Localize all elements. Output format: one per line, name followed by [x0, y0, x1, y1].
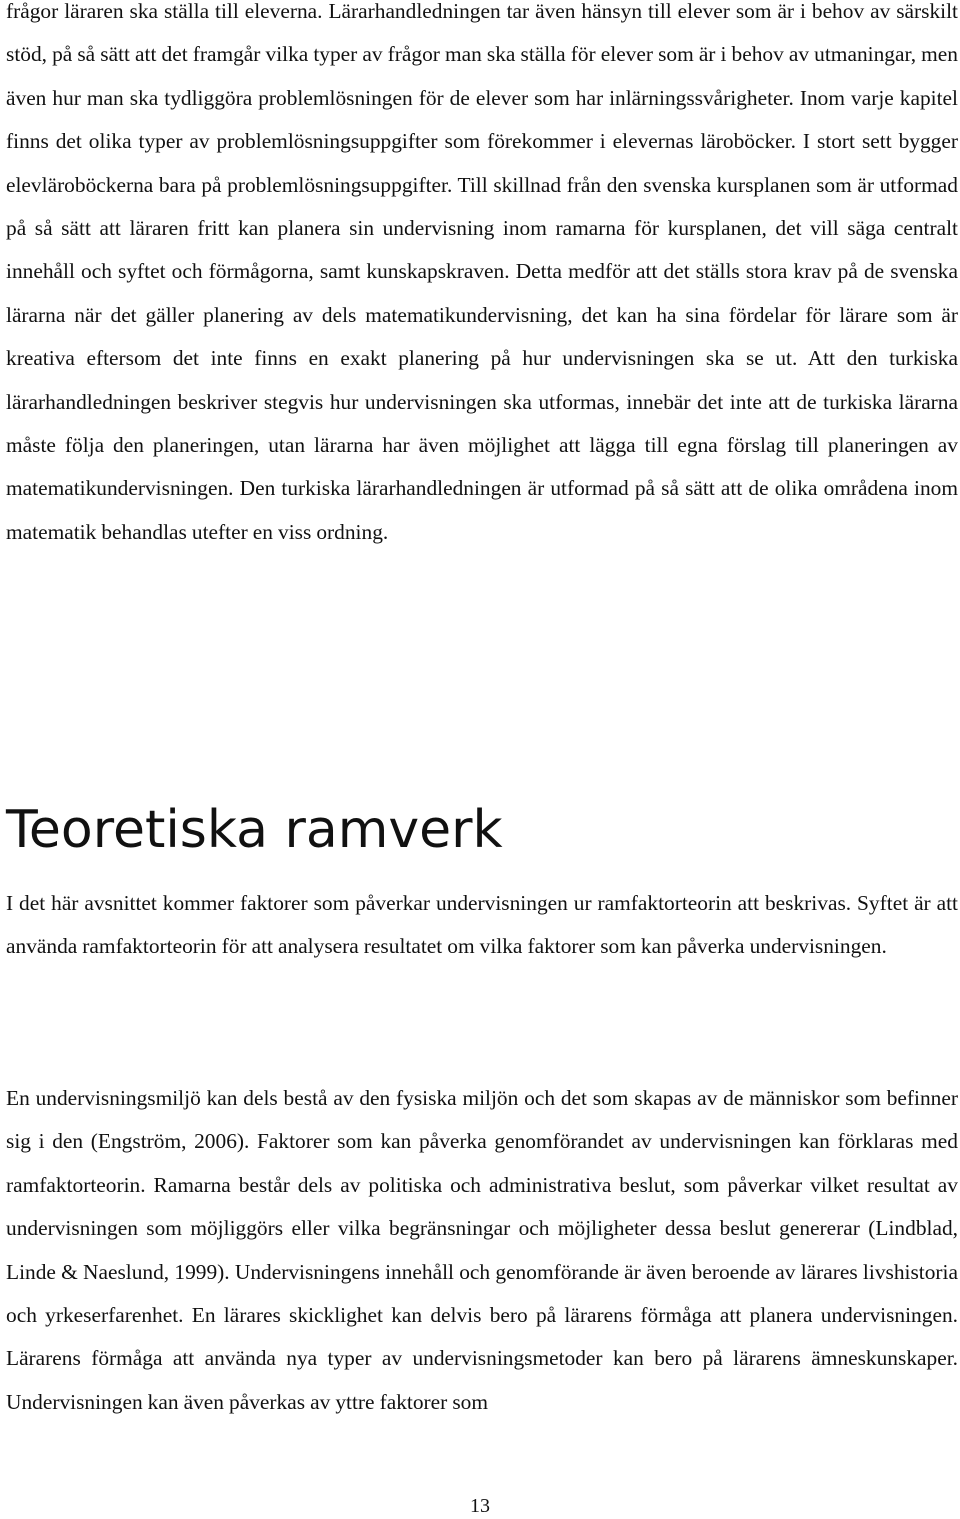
- body-paragraph: En undervisningsmiljö kan dels bestå av den fysiska miljön och det som skapas av de människor som befinner sig i den (Engström, 2006). Faktorer som kan påverka genomförandet av undervisningen kan förklaras med ramfaktorteorin. Ramarna består dels av politiska och administrativa beslut, som påverkar vilket resultat av undervisningen som möjliggörs eller vilka begränsningar och möjligheter dessa beslut genererar (Lindblad, Linde & Naeslund, 1999). Undervisningens innehåll och genomförande är även beroende av lärares livshistoria och yrkeserfarenhet. En lärares skicklighet kan delvis bero på lärarens förmåga att planera undervisningen. Lärarens förmåga att använda nya typer av undervisningsmetoder kan bero på lärarens ämneskunskaper. Undervisningen kan även påverkas av yttre faktorer som: [6, 1086, 958, 1414]
- section-intro-paragraph: I det här avsnittet kommer faktorer som påverkar undervisningen ur ramfaktorteorin att beskrivas. Syftet är att använda ramfaktorteorin för att analysera resultatet om vilka faktorer som kan påverka undervisningen.: [6, 891, 958, 959]
- page-number: 13: [470, 1495, 490, 1517]
- section-heading: Teoretiska ramverk: [6, 800, 503, 860]
- body-paragraph-continued: frågor läraren ska ställa till eleverna. Lärarhandledningen tar även hänsyn till elever som är i behov av särskilt stöd, på så sätt att det framgår vilka typer av frågor man ska ställa för elever som är i behov av utmaningar, men även hur man ska tydliggöra problemlösningen för de elever som har inlärningssvårigheter. Inom varje kapitel finns det olika typer av problemlösningsuppgifter som förekommer i elevernas läroböcker. I stort sett bygger elevläroböckerna bara på problemlösningsuppgifter. Till skillnad från den svenska kursplanen som är utformad på så sätt att läraren fritt kan planera sin undervisning inom ramarna för kursplanen, det vill säga centralt innehåll och syftet och förmågorna, samt kunskapskraven. Detta medför att det ställs stora krav på de svenska lärarna när det gäller planering av dels matematikundervisning, det kan ha sina fördelar för lärare som är kreativa eftersom det inte finns en exakt planering på hur undervisningen ska se ut. Att den turkiska lärarhandledningen beskriver stegvis hur undervisningen ska utformas, innebär det inte att de turkiska lärarna måste följa den planeringen, utan lärarna har även möjlighet att lägga till egna förslag till planeringen av matematikundervisningen. Den turkiska lärarhandledningen är utformad på så sätt att de olika områdena inom matematik behandlas utefter en viss ordning.: [6, 0, 958, 544]
